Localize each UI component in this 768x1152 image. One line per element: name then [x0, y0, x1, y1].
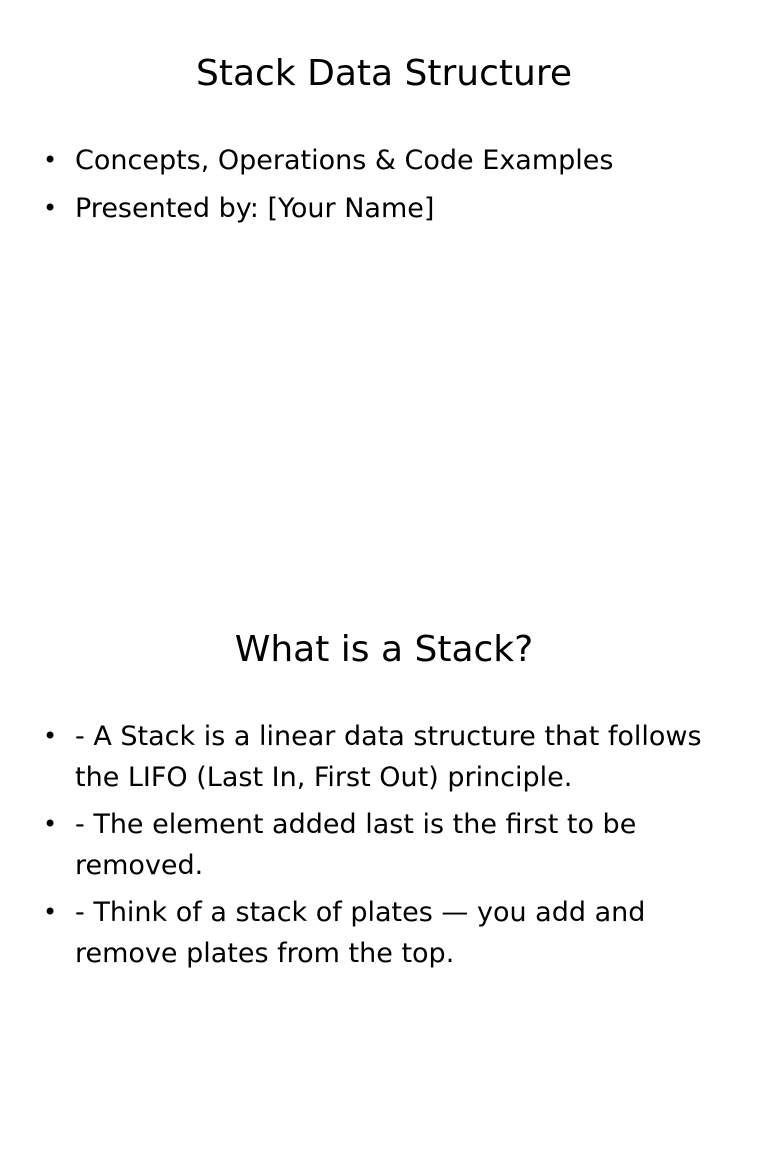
list-item	[38, 892, 728, 974]
list-item	[38, 140, 728, 181]
bullet-icon: •	[43, 194, 58, 222]
bullet-list	[38, 716, 728, 980]
bullet-text: - Think of a stack of plates — you add and remove plates from the top.	[75, 897, 646, 969]
bullet-text: - The element added last is the first to be removed.	[75, 809, 637, 881]
bullet-icon: •	[43, 146, 58, 174]
slide-what-is-stack	[0, 576, 768, 1152]
bullet-text: Concepts, Operations & Code Examples	[75, 145, 614, 176]
slide-title: Stack Data Structure	[196, 53, 572, 94]
bullet-list	[38, 140, 728, 236]
bullet-text: - A Stack is a linear data structure that follows the LIFO (Last In, First Out) principle.	[75, 721, 702, 793]
list-item	[38, 188, 728, 229]
bullet-text: Presented by: [Your Name]	[75, 193, 435, 224]
list-item	[38, 716, 728, 798]
list-item	[38, 804, 728, 886]
bullet-icon: •	[43, 810, 58, 838]
bullet-icon: •	[43, 898, 58, 926]
bullet-icon: •	[43, 722, 58, 750]
slide-title: What is a Stack?	[234, 629, 534, 670]
